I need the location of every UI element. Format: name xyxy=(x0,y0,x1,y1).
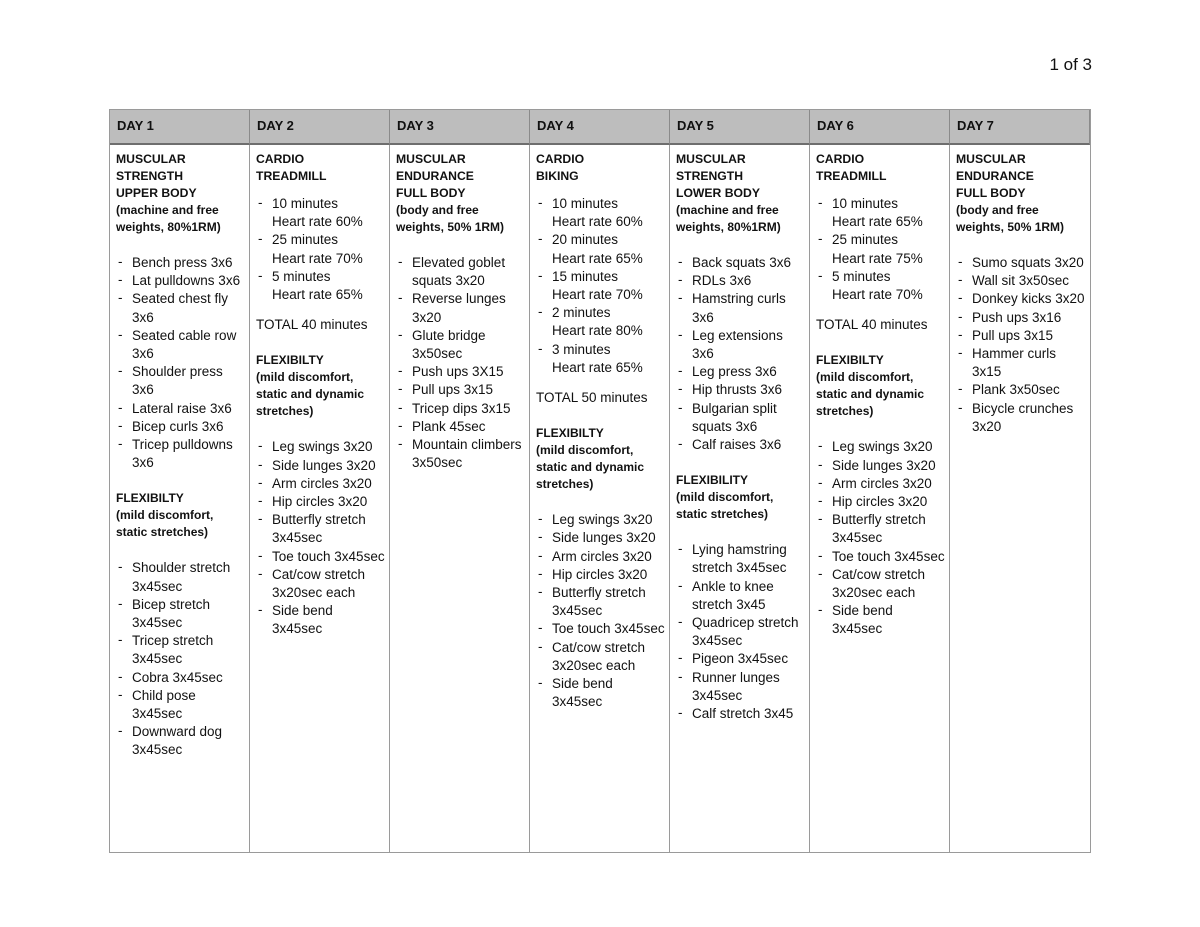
exercise-item: - 3 minutes Heart rate 65% xyxy=(536,341,665,377)
stretch-item: - Arm circles 3x20 xyxy=(816,475,945,493)
weekly-workout-table xyxy=(109,109,1091,853)
exercise-item: - Leg extensions 3x6 xyxy=(676,327,805,363)
day-header: DAY 7 xyxy=(950,110,1090,145)
stretch-item: - Pigeon 3x45sec xyxy=(676,650,805,668)
exercise-item: - Hammer curls 3x15 xyxy=(956,345,1086,381)
page-number: 1 of 3 xyxy=(1049,55,1092,74)
stretch-item: - Hip circles 3x20 xyxy=(536,566,665,584)
stretch-item: - Hip circles 3x20 xyxy=(816,493,945,511)
exercise-item: - Calf raises 3x6 xyxy=(676,436,805,454)
stretch-item: - Cat/cow stretch 3x20sec each xyxy=(816,566,945,602)
exercise-item: - 10 minutes Heart rate 65% xyxy=(816,195,945,231)
stretch-item: - Leg swings 3x20 xyxy=(536,511,665,529)
exercise-item: - Push ups 3x16 xyxy=(956,309,1086,327)
exercise-item: - Back squats 3x6 xyxy=(676,254,805,272)
day-header: DAY 3 xyxy=(390,110,530,145)
flexibility-subtitle: (mild discomfort, static stretches) xyxy=(676,490,774,522)
exercise-list xyxy=(256,195,385,304)
stretch-item: - Toe touch 3x45sec xyxy=(536,620,665,638)
flexibility-subtitle: (mild discomfort, static stretches) xyxy=(116,508,214,540)
stretch-item: - Cobra 3x45sec xyxy=(116,669,245,687)
stretch-item: - Leg swings 3x20 xyxy=(816,438,945,456)
exercise-item: - Tricep dips 3x15 xyxy=(396,400,525,418)
exercise-list xyxy=(956,254,1086,436)
exercise-item: - 25 minutes Heart rate 75% xyxy=(816,231,945,267)
stretch-item: - Shoulder stretch 3x45sec xyxy=(116,559,245,595)
exercise-item: - 20 minutes Heart rate 65% xyxy=(536,231,665,267)
stretch-item: - Calf stretch 3x45 xyxy=(676,705,805,723)
exercise-item: - Bicycle crunches 3x20 xyxy=(956,400,1086,436)
day-header: DAY 4 xyxy=(530,110,670,145)
total-duration: TOTAL 40 minutes xyxy=(816,317,928,333)
flexibility-title: FLEXIBILTY xyxy=(536,426,604,441)
exercise-item: - Hip thrusts 3x6 xyxy=(676,381,805,399)
total-duration: TOTAL 50 minutes xyxy=(536,390,648,406)
stretch-item: - Child pose 3x45sec xyxy=(116,687,245,723)
exercise-item: - Elevated goblet squats 3x20 xyxy=(396,254,525,290)
stretch-item: - Cat/cow stretch 3x20sec each xyxy=(536,639,665,675)
stretch-list xyxy=(116,559,245,759)
exercise-item: - Lateral raise 3x6 xyxy=(116,400,245,418)
day-plan-cell xyxy=(250,145,390,852)
stretch-item: - Runner lunges 3x45sec xyxy=(676,669,805,705)
workout-subtitle: (machine and free weights, 80%1RM) xyxy=(116,203,221,234)
stretch-item: - Arm circles 3x20 xyxy=(536,548,665,566)
stretch-list xyxy=(256,438,385,638)
workout-subtitle: (machine and free weights, 80%1RM) xyxy=(676,203,781,234)
stretch-item: - Side lunges 3x20 xyxy=(536,529,665,547)
stretch-item: - Toe touch 3x45sec xyxy=(256,548,385,566)
workout-title: MUSCULAR STRENGTH UPPER BODY xyxy=(116,152,197,200)
stretch-item: - Side bend 3x45sec xyxy=(536,675,665,711)
exercise-item: - 10 minutes Heart rate 60% xyxy=(536,195,665,231)
exercise-item: - Push ups 3X15 xyxy=(396,363,525,381)
exercise-item: - 2 minutes Heart rate 80% xyxy=(536,304,665,340)
day-plan-cell xyxy=(110,145,250,852)
exercise-item: - Leg press 3x6 xyxy=(676,363,805,381)
exercise-item: - Pull ups 3x15 xyxy=(956,327,1086,345)
stretch-item: - Butterfly stretch 3x45sec xyxy=(256,511,385,547)
exercise-item: - Tricep pulldowns 3x6 xyxy=(116,436,245,472)
exercise-list xyxy=(816,195,945,304)
day-plan-cell xyxy=(950,145,1090,852)
day-header: DAY 6 xyxy=(810,110,950,145)
exercise-item: - Wall sit 3x50sec xyxy=(956,272,1086,290)
exercise-list xyxy=(676,254,805,454)
exercise-list xyxy=(396,254,525,472)
exercise-item: - Seated cable row 3x6 xyxy=(116,327,245,363)
stretch-item: - Bicep stretch 3x45sec xyxy=(116,596,245,632)
exercise-item: - Mountain climbers 3x50sec xyxy=(396,436,525,472)
exercise-item: - Glute bridge 3x50sec xyxy=(396,327,525,363)
exercise-item: - Donkey kicks 3x20 xyxy=(956,290,1086,308)
exercise-item: - 15 minutes Heart rate 70% xyxy=(536,268,665,304)
day-plan-cell xyxy=(530,145,670,852)
day-header: DAY 1 xyxy=(110,110,250,145)
exercise-list xyxy=(116,254,245,472)
workout-subtitle: (body and free weights, 50% 1RM) xyxy=(396,203,505,234)
flexibility-title: FLEXIBILITY xyxy=(676,473,748,488)
exercise-item: - Plank 45sec xyxy=(396,418,525,436)
stretch-item: - Butterfly stretch 3x45sec xyxy=(816,511,945,547)
flexibility-subtitle: (mild discomfort, static and dynamic stretches) xyxy=(256,370,365,419)
flexibility-title: FLEXIBILTY xyxy=(116,491,184,506)
exercise-item: - Hamstring curls 3x6 xyxy=(676,290,805,326)
stretch-item: - Side bend 3x45sec xyxy=(256,602,385,638)
stretch-item: - Cat/cow stretch 3x20sec each xyxy=(256,566,385,602)
stretch-item: - Side lunges 3x20 xyxy=(256,457,385,475)
stretch-item: - Arm circles 3x20 xyxy=(256,475,385,493)
exercise-item: - RDLs 3x6 xyxy=(676,272,805,290)
exercise-item: - Sumo squats 3x20 xyxy=(956,254,1086,272)
workout-title: CARDIO BIKING xyxy=(536,152,585,183)
day-plan-cell xyxy=(390,145,530,852)
exercise-item: - Bulgarian split squats 3x6 xyxy=(676,400,805,436)
workout-title: MUSCULAR STRENGTH LOWER BODY xyxy=(676,152,760,200)
day-plan-cell xyxy=(670,145,810,852)
exercise-item: - 25 minutes Heart rate 70% xyxy=(256,231,385,267)
day-plan-cell xyxy=(810,145,950,852)
day-header: DAY 5 xyxy=(670,110,810,145)
exercise-list xyxy=(536,195,665,377)
exercise-item: - Reverse lunges 3x20 xyxy=(396,290,525,326)
stretch-item: - Ankle to knee stretch 3x45 xyxy=(676,578,805,614)
exercise-item: - Seated chest fly 3x6 xyxy=(116,290,245,326)
stretch-list xyxy=(676,541,805,723)
workout-title: CARDIO TREADMILL xyxy=(256,152,327,183)
stretch-item: - Side lunges 3x20 xyxy=(816,457,945,475)
flexibility-title: FLEXIBILTY xyxy=(256,353,324,368)
stretch-item: - Side bend 3x45sec xyxy=(816,602,945,638)
exercise-item: - 5 minutes Heart rate 65% xyxy=(256,268,385,304)
exercise-item: - Shoulder press 3x6 xyxy=(116,363,245,399)
exercise-item: - 5 minutes Heart rate 70% xyxy=(816,268,945,304)
flexibility-subtitle: (mild discomfort, static and dynamic stretches) xyxy=(816,370,925,419)
stretch-item: - Quadricep stretch 3x45sec xyxy=(676,614,805,650)
stretch-item: - Butterfly stretch 3x45sec xyxy=(536,584,665,620)
exercise-item: - Bicep curls 3x6 xyxy=(116,418,245,436)
exercise-item: - Pull ups 3x15 xyxy=(396,381,525,399)
workout-title: CARDIO TREADMILL xyxy=(816,152,887,183)
total-duration: TOTAL 40 minutes xyxy=(256,317,368,333)
stretch-list xyxy=(816,438,945,638)
stretch-item: - Toe touch 3x45sec xyxy=(816,548,945,566)
stretch-item: - Hip circles 3x20 xyxy=(256,493,385,511)
workout-subtitle: (body and free weights, 50% 1RM) xyxy=(956,203,1065,234)
stretch-item: - Lying hamstring stretch 3x45sec xyxy=(676,541,805,577)
day-header: DAY 2 xyxy=(250,110,390,145)
stretch-item: - Downward dog 3x45sec xyxy=(116,723,245,759)
exercise-item: - Bench press 3x6 xyxy=(116,254,245,272)
flexibility-title: FLEXIBILTY xyxy=(816,353,884,368)
stretch-item: - Leg swings 3x20 xyxy=(256,438,385,456)
workout-title: MUSCULAR ENDURANCE FULL BODY xyxy=(956,152,1034,200)
exercise-item: - Lat pulldowns 3x6 xyxy=(116,272,245,290)
flexibility-subtitle: (mild discomfort, static and dynamic stretches) xyxy=(536,443,645,492)
exercise-item: - Plank 3x50sec xyxy=(956,381,1086,399)
workout-title: MUSCULAR ENDURANCE FULL BODY xyxy=(396,152,474,200)
exercise-item: - 10 minutes Heart rate 60% xyxy=(256,195,385,231)
stretch-list xyxy=(536,511,665,711)
stretch-item: - Tricep stretch 3x45sec xyxy=(116,632,245,668)
